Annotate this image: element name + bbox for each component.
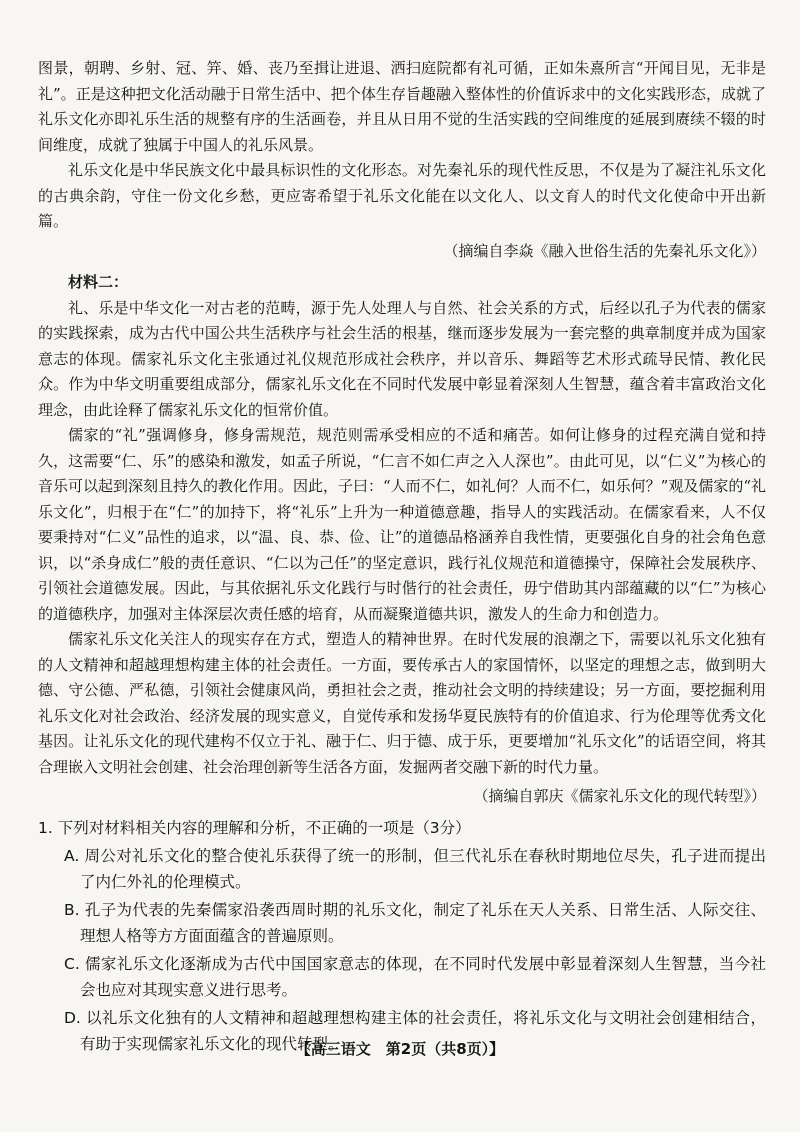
question-stem: 1. 下列对材料相关内容的理解和分析，不正确的一项是（3分） [38, 818, 471, 837]
page-body [38, 56, 766, 1057]
source-citation-2: （摘编自郭庆《儒家礼乐文化的现代转型》） [473, 787, 766, 805]
paragraph-3: 礼、乐是中华文化一对古老的范畴，源于先人处理人与自然、社会关系的方式，后经以孔子为代表的儒家的实践探索，成为古代中国公共生活秩序与社会生活的根基，继而逐步发展为一套完整的典章制度并成为国家意志的体现。儒家礼乐文化主张通过礼仪规范形成社会秩序，并以音乐、舞蹈等艺术形式疏导民情、教化民众。作为中华文明重要组成部分，儒家礼乐文化在不同时代发展中彰显着深刻人生智慧，蕴含着丰富政治文化理念，由此诠释了儒家礼乐文化的恒常价值。 [38, 298, 766, 419]
paragraph-1: 图景，朝聘、乡射、冠、笄、婚、丧乃至揖让进退、洒扫庭院都有礼可循，正如朱熹所言“开闻目见，无非是礼”。正是这种把文化活动融于日常生活中、把个体生存旨趣融入整体性的价值诉求中的文化实践形态，成就了礼乐文化亦即礼乐生活的规整有序的生活画卷，并且从日用不觉的生活实践的空间维度的延展到赓续不辍的时间维度，成就了独属于中国人的礼乐风景。 [38, 59, 766, 154]
option-b: B. 孔子为代表的先秦儒家沿袭西周时期的礼乐文化，制定了礼乐在天人关系、日常生活、人际交往、理想人格等方方面面蕴含的普遍原则。 [64, 901, 766, 945]
source-citation-1: （摘编自李焱《融入世俗生活的先秦礼乐文化》） [443, 241, 766, 260]
paragraph-4: 儒家的“礼”强调修身，修身需规范，规范则需承受相应的不适和痛苦。如何让修身的过程充满自觉和持久，这需要“仁、乐”的感染和激发，如孟子所说，“仁言不如仁声之入人深也”。由此可见，以“仁义”为核心的音乐可以起到深刻且持久的教化作用。因此，子曰：“人而不仁，如礼何？人而不仁，如乐何？”观及儒家的“礼乐文化”，归根于在“仁”的加持下，将“礼乐”上升为一种道德意趣，指导人的实践活动。在儒家看来，人不仅要秉持对“仁义”品性的追求，以“温、良、恭、俭、让”的道德品格涵养自我性情，更要强化自身的社会角色意识，以“杀身成仁”般的责任意识、“仁以为己任”的坚定意识，践行礼仪规范和道德操守，保障社会发展秩序、引领社会道德发展。因此，与其依据礼乐文化践行与时偕行的社会责任，毋宁借助其内部蕴藏的以“仁”为核心的道德秩序，加强对主体深层次责任感的培育，从而凝聚道德共识，激发人的生命力和创造力。 [38, 426, 767, 623]
paragraph-5: 儒家礼乐文化关注人的现实存在方式，塑造人的精神世界。在时代发展的浪潮之下，需要以礼乐文化独有的人文精神和超越理想构建主体的社会责任。一方面，要传承古人的家国情怀，以坚定的理想之志，做到明大德、守公德、严私德，引领社会健康风尚，勇担社会之责，推动社会文明的持续建设；另一方面，要挖掘利用礼乐文化对社会政治、经济发展的现实意义，自觉传承和发扬华夏民族特有的价值追求、行为伦理等优秀文化基因。让礼乐文化的现代建构不仅立于礼、融于仁、归于德、成于乐，更要增加“礼乐文化”的话语空间，将其合理嵌入文明社会创建、社会治理创新等生活各方面，发掘两者交融下新的时代力量。 [38, 630, 766, 776]
material-two-label: 材料二： [68, 273, 129, 291]
option-c: C. 儒家礼乐文化逐渐成为古代中国国家意志的体现，在不同时代发展中彰显着深刻人生智慧，当今社会也应对其现实意义进行思考。 [64, 955, 766, 999]
page-footer: 【高三语文 第2页（共8页）】 [295, 1040, 505, 1058]
paragraph-2: 礼乐文化是中华民族文化中最具标识性的文化形态。对先秦礼乐的现代性反思，不仅是为了凝注礼乐文化的古典余韵，守住一份文化乡愁，更应寄希望于礼乐文化能在以文化人、以文育人的时代文化使命中开出新篇。 [38, 161, 766, 230]
option-d: D. 以礼乐文化独有的人文精神和超越理想构建主体的社会责任，将礼乐文化与文明社会创建相结合，有助于实现儒家礼乐文化的现代转型。 [64, 1009, 766, 1053]
option-a: A. 周公对礼乐文化的整合使礼乐获得了统一的形制，但三代礼乐在春秋时期地位尽失，孔子进而提出了内仁外礼的伦理模式。 [64, 847, 766, 891]
